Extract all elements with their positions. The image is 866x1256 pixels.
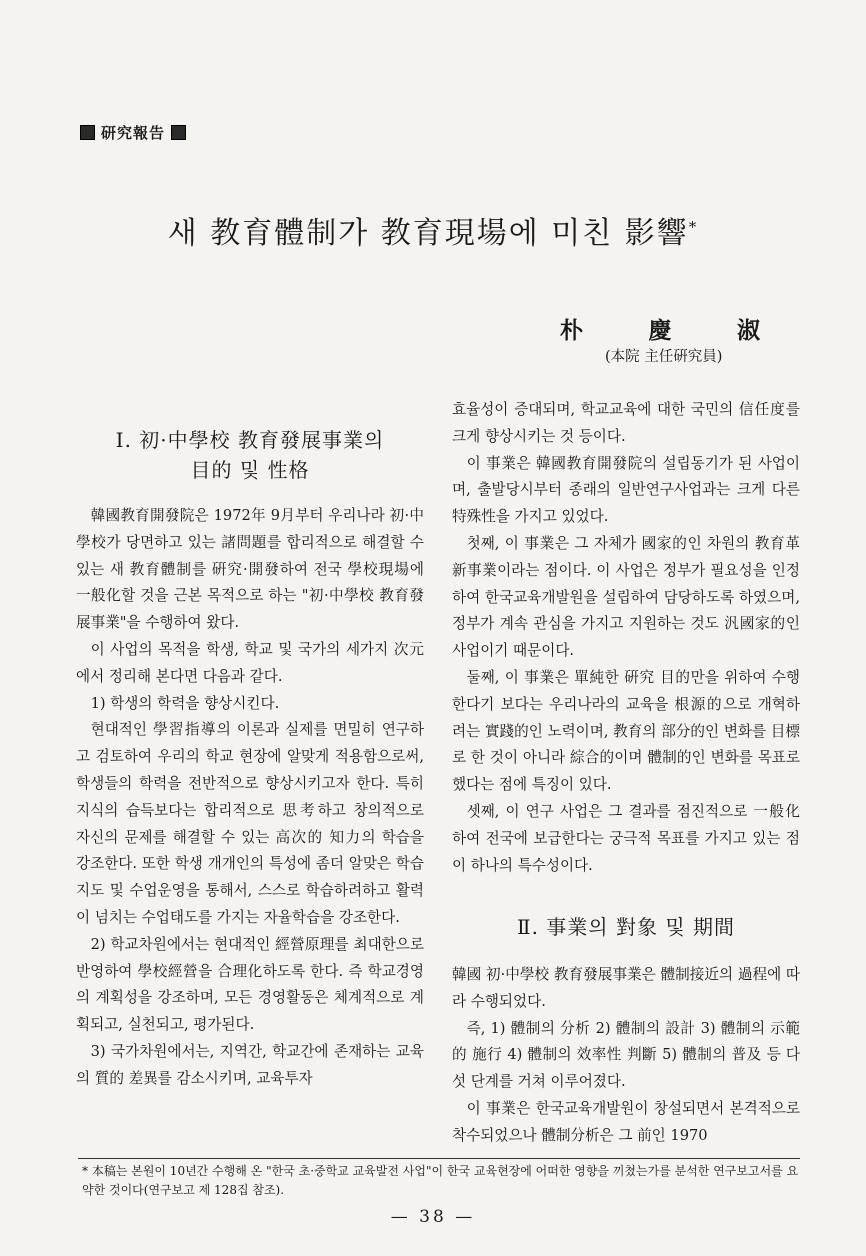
article-title [0,208,866,252]
paragraph: 셋째, 이 연구 사업은 그 결과를 점진적으로 一般化하여 전국에 보급한다는 궁극적 목표를 가지고 있는 점이 하나의 특수성이다. [452,802,800,874]
paragraph: 즉, 1) 體制의 分析 2) 體制의 設計 3) 體制의 示範的 施行 4) 體制의 效率性 判斷 5) 體制의 普及 등 다섯 단계를 거쳐 이루어졌다. [452,1019,800,1091]
paragraph: 둘째, 이 事業은 單純한 硏究 目的만을 위하여 수행한다기 보다는 우리나라의 교육을 根源的으로 개혁하려는 實踐的인 노력이며, 教育의 部分的인 변화를 目標로 한 것이 아니라 綜合的이며 體制的인 변화를 목표로 했다는 점에 특징이 있다. [452,668,800,794]
title-footnote-mark: * [688,218,699,236]
page-number: — 38 — [390,1207,476,1227]
footnote: * 本稿는 본원이 10년간 수행해 온 "한국 초·중학교 교육발전 사업"이 한국 교육현장에 어떠한 영향을 끼쳤는가를 분석한 연구보고서를 요약한 것이다(연구보고 제 128집 참조). [82,1164,799,1197]
author-name [560,312,760,345]
paragraph: 3) 국가차원에서는, 지역간, 학교간에 존재하는 교육의 質的 差異를 감소시키며, 교육투자 [76,1042,424,1087]
footnote-divider [78,1158,800,1159]
series-label [80,122,186,143]
paragraph: 효율성이 증대되며, 학교교육에 대한 국민의 信任度를 크게 향상시키는 것 등이다. [452,401,800,445]
paragraph: 이 事業은 한국교육개발원이 창설되면서 본격적으로 착수되었으나 體制分析은 그 前인 1970 [452,1099,800,1144]
paragraph: 현대적인 學習指導의 이론과 실제를 면밀히 연구하고 검토하여 우리의 학교 현장에 알맞게 적용함으로써, 학생들의 학력을 전반적으로 향상시키고자 한다. 특히 지식의 습득보다는 합리적으로 思考하고 창의적으로 자신의 문제를 해결할 수 있는 高次的 知力의 학습을 강조한다. 또한 학생 개개인의 특성에 좀더 알맞은 학습지도 및 수업운영을 통해서, 스스로 학습하려하고 활력이 넘치는 수업태도를 가지는 자율학습을 강조한다. [76,721,424,926]
paragraph: 첫째, 이 事業은 그 자체가 國家的인 차원의 教育革新事業이라는 점이다. 이 사업은 정부가 필요성을 인정하여 한국교육개발원을 설립하여 담당하도록 하였으며, 정부가 계속 관심을 가지고 지원하는 것도 汎國家的인 사업이기 때문이다. [452,534,800,660]
paragraph: 韓國 初·中學校 教育發展事業은 體制接近의 過程에 따라 수행되었다. [452,966,800,1010]
paragraph: 1) 학생의 학력을 향상시킨다. [90,694,280,712]
series-label-box-icon [171,125,186,140]
section-1-heading-line1: Ⅰ. 初·中學校 教育發展事業의 [115,428,385,452]
paragraph: 이 사업의 목적을 학생, 학교 및 국가의 세가지 次元에서 정리해 본다면 다음과 같다. [76,640,424,685]
paragraph: 2) 학교차원에서는 현대적인 經營原理를 최대한으로 반영하여 學校經營을 合理化하도록 한다. 즉 학교경영의 계획성을 강조하며, 모든 경영활동은 체계적으로 계획되고, 실천되고, 평가된다. [76,935,424,1034]
paragraph: 이 事業은 韓國教育開發院의 설립동기가 된 사업이며, 출발당시부터 종래의 일반연구사업과는 크게 다른 特殊性을 가지고 있었다. [452,454,800,526]
section-2-heading: Ⅱ. 事業의 對象 및 期間 [516,915,736,939]
article-title-text: 새 教育體制가 教育現場에 미친 影響 [167,216,689,251]
author-char: 朴 [560,317,583,344]
author-char: 淑 [737,317,760,344]
right-column-bottom [452,962,800,1150]
section-1-heading [76,425,424,485]
left-column [76,503,424,1093]
author-affiliation: (本院 主任硏究員) [605,349,723,365]
right-column-top [452,397,800,879]
section-1-heading-line2: 目的 및 性格 [190,458,310,482]
series-label-box-icon [80,125,95,140]
paragraph: 韓國教育開發院은 1972年 9月부터 우리나라 初·中學校가 당면하고 있는 諸問題를 합리적으로 해결할 수 있는 새 教育體制를 硏究·開發하여 전국 學校現場에 一般化할 것을 근본 목적으로 하는 "初·中學校 教育發展事業"을 수행하여 왔다. [76,507,424,632]
author-char: 慶 [648,317,672,344]
series-label-text: 研究報告 [101,124,166,142]
